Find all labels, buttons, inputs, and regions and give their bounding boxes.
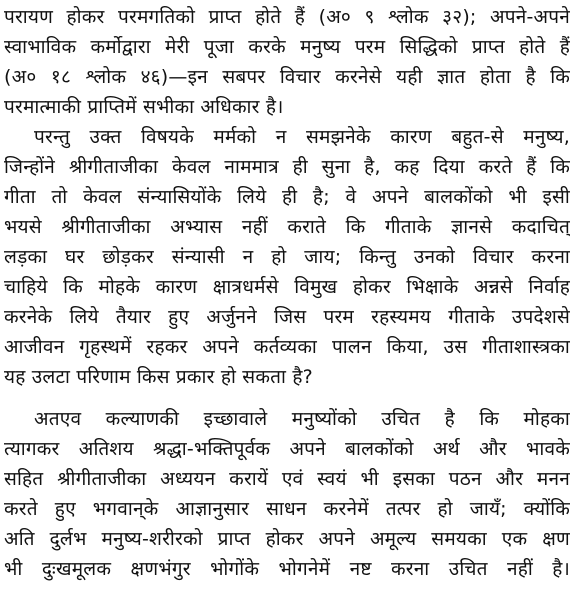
text-line: भी दुःखमूलक क्षणभंगुर भोगोंके भोगनेमें नष्ट करना उचित नहीं है। bbox=[4, 558, 570, 580]
text-line: चाहिये कि मोहके कारण क्षात्रधर्मसे विमुख होकर भिक्षाके अन्नसे निर्वाह bbox=[4, 276, 570, 298]
text-line: परायण होकर परमगतिको प्राप्त होते हैं (अ० ९ श्लोक ३२); अपने-अपने bbox=[4, 6, 570, 28]
text-line: करते हुए भगवान्‌के आज्ञानुसार साधन करनेमें तत्पर हो जायँ; क्योंकि bbox=[4, 498, 570, 520]
paragraph-first-line: अतएव कल्याणकी इच्छावाले मनुष्योंको उचित है कि मोहका bbox=[34, 408, 570, 430]
text-line: त्यागकर अतिशय श्रद्धा-भक्तिपूर्वक अपने बालकोंको अर्थ और भावके bbox=[4, 438, 570, 460]
text-line: लड़का घर छोड़कर संन्यासी न हो जाय; किन्तु उनको विचार करना bbox=[4, 246, 570, 268]
text-line: करनेके लिये तैयार हुए अर्जुनने जिस परम रहस्यमय गीताके उपदेशसे bbox=[4, 306, 570, 328]
text-line: (अ० १८ श्लोक ४६)—इन सबपर विचार करनेसे यही ज्ञात होता है कि bbox=[4, 66, 570, 88]
text-line: अति दुर्लभ मनुष्य-शरीरको प्राप्त होकर अपने अमूल्य समयका एक क्षण bbox=[4, 528, 570, 550]
text-line: जिन्होंने श्रीगीताजीका केवल नाममात्र ही सुना है, कह दिया करते हैं कि bbox=[4, 156, 570, 178]
paragraph-first-line: परन्तु उक्त विषयके मर्मको न समझनेके कारण बहुत-से मनुष्य, bbox=[34, 126, 570, 148]
text-line: भयसे श्रीगीताजीका अभ्यास नहीं कराते कि गीताके ज्ञानसे कदाचित् bbox=[4, 216, 570, 238]
text-line: गीता तो केवल संन्यासियोंके लिये ही है; वे अपने बालकोंको भी इसी bbox=[4, 186, 570, 208]
text-line: परमात्माकी प्राप्तिमें सभीका अधिकार है। bbox=[4, 96, 284, 118]
text-line: यह उलटा परिणाम किस प्रकार हो सकता है? bbox=[4, 366, 313, 388]
text-line: स्वाभाविक कर्मोद्वारा मेरी पूजा करके मनुष्य परम सिद्धिको प्राप्त होते हैं bbox=[4, 36, 570, 58]
text-line: आजीवन गृहस्थमें रहकर अपने कर्तव्यका पालन किया, उस गीताशास्त्रका bbox=[4, 336, 570, 358]
text-line: सहित श्रीगीताजीका अध्ययन करायें एवं स्वयं भी इसका पठन और मनन bbox=[4, 468, 570, 490]
